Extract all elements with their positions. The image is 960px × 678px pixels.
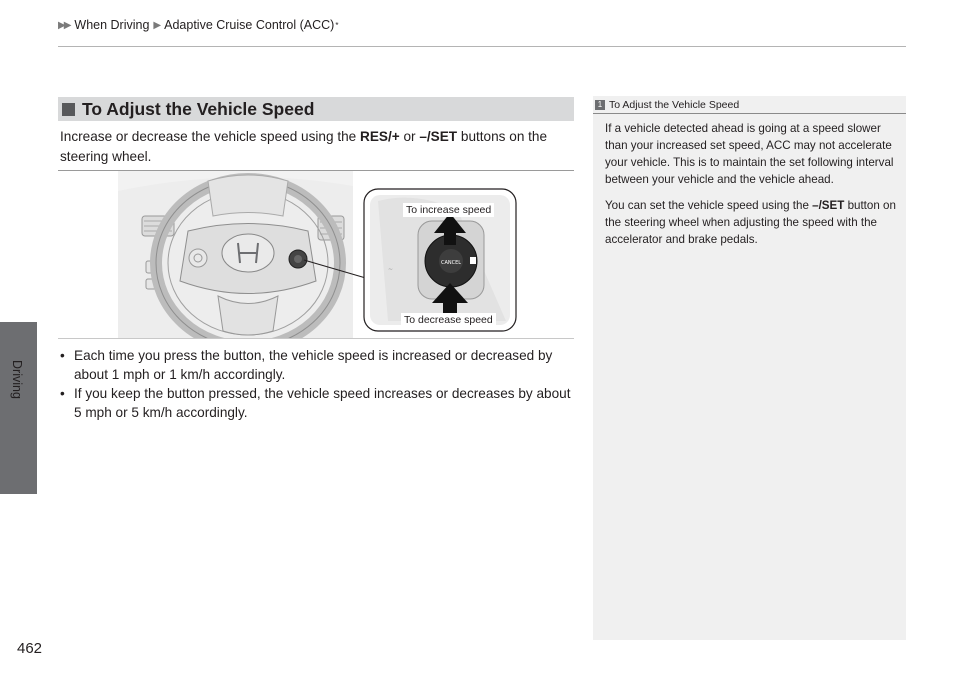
breadcrumb <box>58 18 338 32</box>
bullet-list <box>60 346 574 422</box>
note-text: button on the steering wheel when adjusting the speed with the accelerator and brake pedals. <box>605 199 896 246</box>
side-note-header <box>593 96 906 114</box>
breadcrumb-item-acc[interactable]: Adaptive Cruise Control (ACC) <box>164 18 335 32</box>
side-note-title: To Adjust the Vehicle Speed <box>609 98 740 111</box>
double-arrow-icon: ▶▶ <box>58 19 70 31</box>
header-divider <box>58 46 906 47</box>
intro-paragraph <box>60 127 572 167</box>
note-text: You can set the vehicle speed using the <box>605 199 813 212</box>
side-note-body <box>605 120 901 257</box>
list-item: • Each time you press the button, the vehicle speed is increased or decreased by about 1 mph or 1 km/h accordingly. <box>60 346 574 384</box>
steering-wheel-illustration <box>58 171 574 339</box>
arrow-icon: ▶ <box>153 19 162 31</box>
set-button-name: –/SET <box>419 129 458 144</box>
set-button-name: –/SET <box>812 199 845 212</box>
increase-speed-label: To increase speed <box>403 203 494 217</box>
square-bullet-icon <box>62 103 75 116</box>
section-title: To Adjust the Vehicle Speed <box>82 98 315 119</box>
chapter-label <box>6 360 26 440</box>
side-note-paragraph <box>605 197 901 248</box>
intro-text: or <box>399 129 420 144</box>
svg-text:CANCEL: CANCEL <box>440 260 462 266</box>
breadcrumb-superscript: * <box>335 20 339 30</box>
chapter-label-text: Driving <box>10 360 24 399</box>
res-button-name: RES/+ <box>360 129 400 144</box>
svg-text:~: ~ <box>388 266 394 273</box>
intro-text: Increase or decrease the vehicle speed using the <box>60 129 361 144</box>
breadcrumb-item-when-driving[interactable]: When Driving <box>74 18 150 32</box>
steering-wheel-figure <box>58 170 574 339</box>
side-note-paragraph: If a vehicle detected ahead is going at a speed slower than your increased set speed, ACC may not accelerate your vehicle. This is to maintain the set following interval between your vehicle and the vehicle ahead. <box>605 122 894 186</box>
intro-text: buttons on the steering wheel. <box>60 129 548 164</box>
section-heading-bar <box>58 97 574 121</box>
page-number: 462 <box>17 640 43 657</box>
list-item: • If you keep the button pressed, the vehicle speed increases or decreases by about 5 mph or 5 km/h accordingly. <box>60 384 574 422</box>
note-number-icon: 1 <box>595 100 605 110</box>
decrease-speed-label: To decrease speed <box>401 313 496 327</box>
side-note-panel <box>593 96 906 640</box>
